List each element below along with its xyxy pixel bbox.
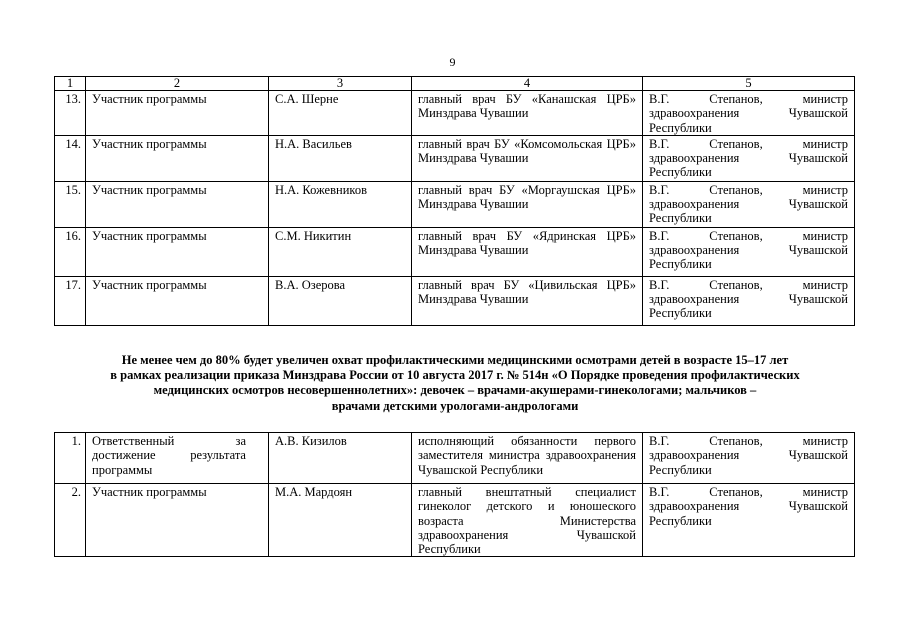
role-cell: Участник программы: [86, 276, 269, 325]
name-cell: М.А. Мардоян: [269, 484, 412, 557]
responsible-cell: В.Г. Степанов, министр здравоохранения Чувашской Республики: [643, 276, 855, 325]
table-row: [55, 227, 855, 276]
row-number: 16.: [55, 227, 86, 276]
participants-table-1: [54, 76, 855, 326]
position-cell: главный внештатный специалист гинеколог детского и юношеского возраста Министерства здравоохранения Чувашской Республики: [412, 484, 643, 557]
responsible-cell: В.Г. Степанов, министр здравоохранения Чувашской Республики: [643, 433, 855, 484]
role-cell: Ответственный за достижение результата программы: [86, 433, 269, 484]
heading-line: в рамках реализации приказа Минздрава России от 10 августа 2017 г. № 514н «О Порядке проведения профилактических: [110, 368, 800, 383]
name-cell: С.М. Никитин: [269, 227, 412, 276]
name-cell: В.А. Озерова: [269, 276, 412, 325]
row-number: 17.: [55, 276, 86, 325]
role-cell: Участник программы: [86, 181, 269, 227]
participants-table-2: [54, 432, 855, 557]
column-header: 3: [269, 77, 412, 91]
row-number: 13.: [55, 91, 86, 136]
role-cell: Участник программы: [86, 91, 269, 136]
name-cell: Н.А. Васильев: [269, 135, 412, 181]
position-cell: главный врач БУ «Ядринская ЦРБ» Минздрава Чувашии: [412, 227, 643, 276]
heading-line: Не менее чем до 80% будет увеличен охват профилактическими медицинскими осмотрами детей в возрасте 15–17 лет: [121, 353, 789, 367]
row-number: 1.: [55, 433, 86, 484]
column-header: 5: [643, 77, 855, 91]
column-header: 4: [412, 77, 643, 91]
table-row: [55, 181, 855, 227]
position-cell: главный врач БУ «Цивильская ЦРБ» Минздрава Чувашии: [412, 276, 643, 325]
name-cell: А.В. Кизилов: [269, 433, 412, 484]
section-heading: [60, 353, 850, 414]
table-row: [55, 433, 855, 484]
responsible-cell: В.Г. Степанов, министр здравоохранения Чувашской Республики: [643, 91, 855, 136]
position-cell: главный врач БУ «Канашская ЦРБ» Минздрава Чувашии: [412, 91, 643, 136]
column-header: 1: [55, 77, 86, 91]
name-cell: Н.А. Кожевников: [269, 181, 412, 227]
role-cell: Участник программы: [86, 135, 269, 181]
table-row: [55, 91, 855, 136]
role-cell: Участник программы: [86, 484, 269, 557]
row-number: 15.: [55, 181, 86, 227]
table-header-row: [55, 77, 855, 91]
position-cell: главный врач БУ «Моргаушская ЦРБ» Минздрава Чувашии: [412, 181, 643, 227]
name-cell: С.А. Шерне: [269, 91, 412, 136]
heading-line: врачами детскими урологами-андрологами: [331, 398, 579, 413]
column-header: 2: [86, 77, 269, 91]
position-cell: исполняющий обязанности первого заместителя министра здравоохранения Чувашской Республики: [412, 433, 643, 484]
table-row: [55, 276, 855, 325]
row-number: 2.: [55, 484, 86, 557]
responsible-cell: В.Г. Степанов, министр здравоохранения Чувашской Республики: [643, 181, 855, 227]
page-number: 9: [449, 55, 456, 69]
role-cell: Участник программы: [86, 227, 269, 276]
position-cell: главный врач БУ «Комсомольская ЦРБ» Минздрава Чувашии: [412, 135, 643, 181]
row-number: 14.: [55, 135, 86, 181]
heading-line: медицинских осмотров несовершеннолетних»: девочек – врачами-акушерами-гинекологами; мальчиков –: [153, 383, 757, 398]
table-row: [55, 135, 855, 181]
responsible-cell: В.Г. Степанов, министр здравоохранения Чувашской Республики: [643, 227, 855, 276]
responsible-cell: В.Г. Степанов, министр здравоохранения Чувашской Республики: [643, 135, 855, 181]
responsible-cell: В.Г. Степанов, министр здравоохранения Чувашской Республики: [643, 484, 855, 557]
table-row: [55, 484, 855, 557]
